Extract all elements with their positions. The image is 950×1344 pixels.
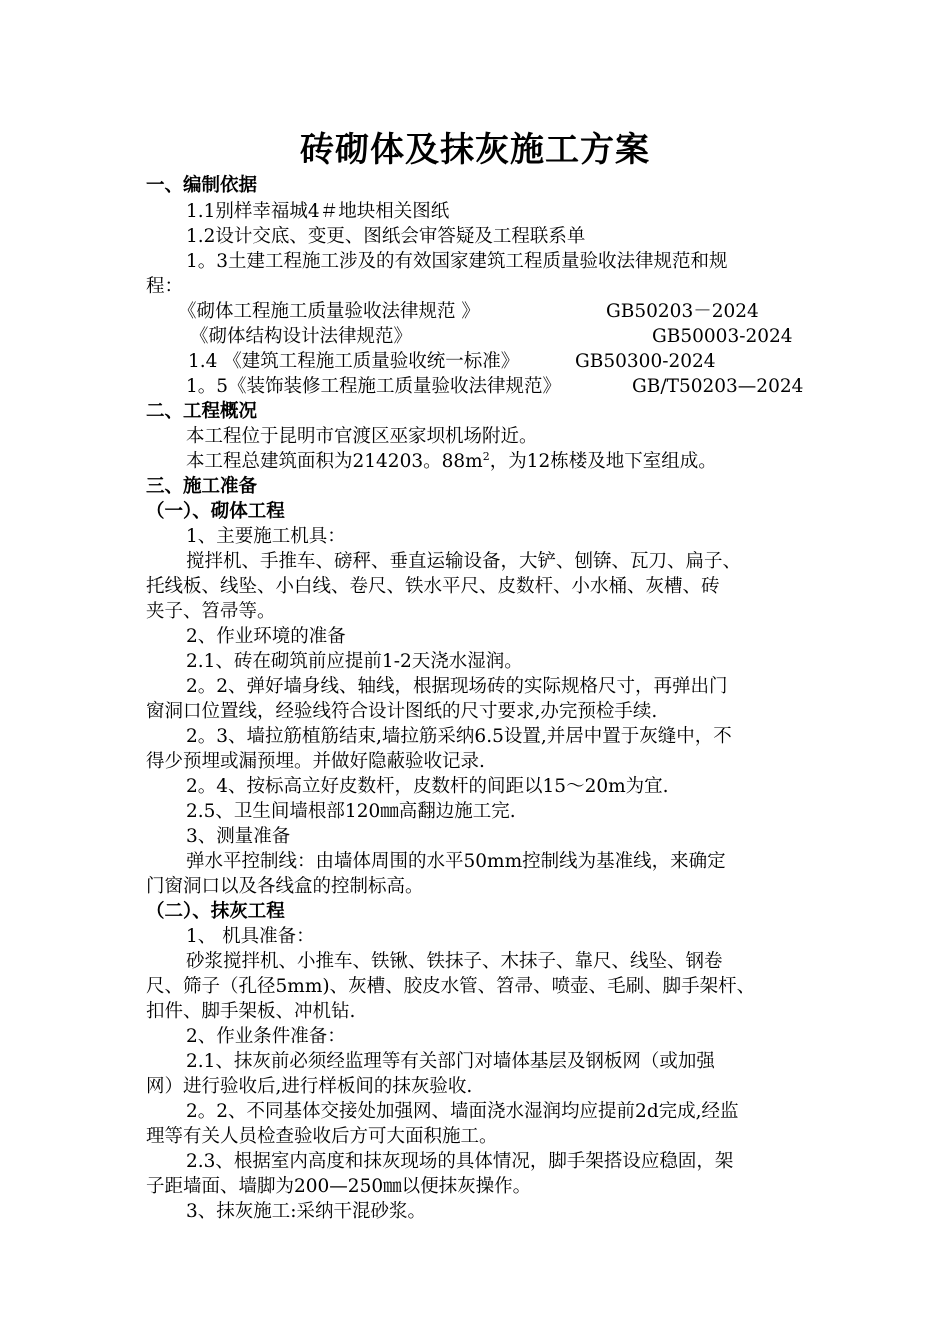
text-line: 2。3、墙拉筋植筋结束,墙拉筋采纳6.5设置,并居中置于灰缝中，不 [186,726,732,747]
overview-para-2-text: 本工程总建筑面积为214203。88m [186,451,483,472]
text-line: 2.1、抹灰前必须经监理等有关部门对墙体基层及钢板网（或加强 [186,1051,715,1072]
section-heading-overview: 二、工程概况 [146,401,258,422]
text-line: 2。4、按标高立好皮数杆，皮数杆的间距以15～20m为宜. [186,776,669,797]
text-line: 窗洞口位置线，经验线符合设计图纸的尺寸要求,办完预检手续. [146,701,658,722]
text-line: 2.5、卫生间墙根部120㎜高翻边施工完. [186,801,516,822]
section-heading-preparation: 三、施工准备 [146,476,258,497]
text-line: 托线板、线坠、小白线、卷尺、铁水平尺、皮数杆、小水桶、灰槽、砖 [146,576,720,597]
basis-item-5-code: GB/T50203—2024 [632,376,804,397]
text-line: 理等有关人员检查验收后方可大面积施工。 [146,1126,498,1147]
text-line: 网）进行验收后,进行样板间的抹灰验收. [146,1076,473,1097]
basis-item-3: 1。3土建工程施工涉及的有效国家建筑工程质量验收法律规范和规 [186,251,728,272]
basis-item-4-name: 1.4 《建筑工程施工质量验收统一标准》 [188,351,520,372]
text-line: 门窗洞口以及各线盒的控制标高。 [146,876,424,897]
subsection-heading-masonry: （一）、砌体工程 [146,501,285,522]
text-line: 子距墙面、墙脚为200—250㎜以便抹灰操作。 [146,1176,532,1197]
text-line: 扣件、脚手架板、冲机钻. [146,1001,356,1022]
standard-1-code: GB50203－2024 [606,301,759,322]
overview-para-2-tail: ，为12栋楼及地下室组成。 [489,451,717,472]
standard-2-name: 《砌体结构设计法律规范》 [190,326,413,347]
subsection-heading-plastering: （二）、抹灰工程 [146,901,285,922]
overview-para-2 [186,449,816,474]
text-line: 2、作业条件准备： [186,1026,346,1047]
standard-1-name: 《砌体工程施工质量验收法律规范 》 [178,301,480,322]
basis-item-2: 1.2设计交底、变更、图纸会审答疑及工程联系单 [186,226,586,247]
basis-item-5-name: 1。5《装饰装修工程施工质量验收法律规范》 [186,376,562,397]
text-line: 3、测量准备 [186,826,291,847]
basis-item-1: 1.1别样幸福城4＃地块相关图纸 [186,201,450,222]
basis-item-4-code: GB50300-2024 [575,351,716,372]
text-line: 3、抹灰施工:采纳干混砂浆。 [186,1201,427,1222]
text-line: 2.1、砖在砌筑前应提前1-2天浇水湿润。 [186,651,523,672]
standard-2-code: GB50003-2024 [652,326,793,347]
text-line: 2。2、不同基体交接处加强网、墙面浇水湿润均应提前2d完成,经监 [186,1101,739,1122]
text-line: 尺、筛子（孔径5mm)、灰槽、胶皮水管、笤帚、喷壶、毛刷、脚手架杆、 [146,976,756,997]
text-line: 2、作业环境的准备 [186,626,346,647]
text-line: 搅拌机、手推车、磅秤、垂直运输设备，大铲、刨锛、瓦刀、扁子、 [186,551,742,572]
text-line: 2.3、根据室内高度和抹灰现场的具体情况，脚手架搭设应稳固，架 [186,1151,734,1172]
overview-para-1: 本工程位于昆明市官渡区巫家坝机场附近。 [186,426,538,447]
text-line: 得少预埋或漏预埋。并做好隐蔽验收记录. [146,751,485,772]
superscript: 2 [482,449,490,463]
section-heading-basis: 一、编制依据 [146,175,258,196]
text-line: 2。2、弹好墙身线、轴线，根据现场砖的实际规格尺寸，再弹出门 [186,676,728,697]
text-line: 1、主要施工机具： [186,526,346,547]
text-line: 1、 机具准备： [186,926,315,947]
document-title: 砖砌体及抹灰施工方案 [300,130,650,170]
text-line: 砂浆搅拌机、小推车、铁锹、铁抹子、木抹子、靠尺、线坠、钢卷 [186,951,723,972]
text-line: 弹水平控制线：由墙体周围的水平50mm控制线为基准线，来确定 [186,851,726,872]
text-line: 夹子、笤帚等。 [146,601,276,622]
basis-item-3-cont: 程： [146,276,184,297]
